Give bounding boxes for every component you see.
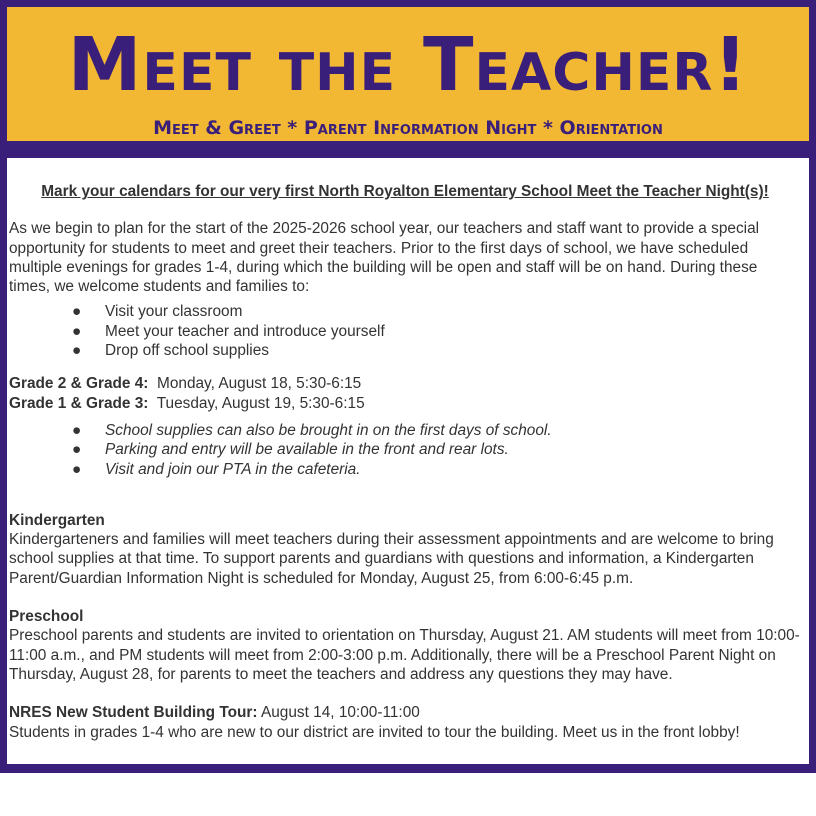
activities-list bbox=[9, 302, 801, 360]
preschool-title: Preschool bbox=[9, 608, 84, 626]
list-item: ● Drop off school supplies bbox=[72, 342, 269, 360]
schedule-value: Tuesday, August 19, 5:30-6:15 bbox=[156, 394, 365, 412]
bullet-icon: ● bbox=[72, 460, 82, 478]
banner-subtitle: Meet & Greet * Parent Information Night * Orientation bbox=[153, 117, 663, 139]
schedule-label: Grade 1 & Grade 3: bbox=[9, 394, 149, 412]
notes-list bbox=[9, 421, 801, 479]
list-item: ● Meet your teacher and introduce yourself bbox=[72, 322, 385, 340]
bullet-icon: ● bbox=[72, 342, 82, 360]
bullet-icon: ● bbox=[72, 322, 82, 340]
bullet-icon: ● bbox=[72, 303, 82, 321]
intro-paragraph: As we begin to plan for the start of the 2025-2026 school year, our teachers and staff want to provide a special opportunity for students to meet and greet their teachers. Prior to the first days of school, we have scheduled multiple evenings for grades 1-4, during which the building will be open and staff will be on hand. During these times, we welcome students and families to: bbox=[9, 220, 760, 296]
tour-title: NRES New Student Building Tour: bbox=[9, 704, 258, 722]
bullet-icon: ● bbox=[72, 421, 82, 439]
bullet-icon: ● bbox=[72, 441, 82, 459]
schedule-row bbox=[9, 374, 801, 393]
banner bbox=[7, 7, 809, 141]
tour-date: August 14, 10:00-11:00 bbox=[260, 704, 420, 722]
schedule-row bbox=[9, 394, 801, 413]
kindergarten-title: Kindergarten bbox=[9, 511, 105, 529]
kindergarten-body: Kindergarteners and families will meet teachers during their assessment appointments and are welcome to bring school supplies at that time. To support parents and guardians with questions and information, a Kindergarten Parent/Guardian Information Night is scheduled for Monday, August 25, from 6:00-6:45 p.m. bbox=[9, 531, 774, 587]
schedule-label: Grade 2 & Grade 4: bbox=[9, 375, 149, 393]
list-item: ● Parking and entry will be available in the front and rear lots. bbox=[72, 441, 509, 459]
list-item: ● Visit and join our PTA in the cafeteria. bbox=[72, 460, 361, 478]
list-item: ● Visit your classroom bbox=[72, 303, 243, 321]
content-panel bbox=[7, 158, 809, 764]
tour-body: Students in grades 1-4 who are new to our district are invited to tour the building. Meet us in the front lobby! bbox=[9, 723, 740, 741]
preschool-body: Preschool parents and students are invited to orientation on Thursday, August 21. AM students will meet from 10:00-11:00 a.m., and PM students will meet from 2:00-3:00 p.m. Additionally, there will be a Preschool Parent Night on Thursday, August 28, for parents to meet the teachers and address any questions they may have. bbox=[9, 627, 800, 683]
list-item: ● School supplies can also be brought in on the first days of school. bbox=[72, 421, 552, 439]
document-body bbox=[9, 182, 801, 742]
announcement-heading: Mark your calendars for our very first North Royalton Elementary School Meet the Teacher Night(s)! bbox=[41, 183, 769, 200]
banner-title: Meet the Teacher! bbox=[67, 22, 749, 108]
schedule-value: Monday, August 18, 5:30-6:15 bbox=[157, 375, 362, 393]
tour-title-row bbox=[9, 703, 801, 722]
